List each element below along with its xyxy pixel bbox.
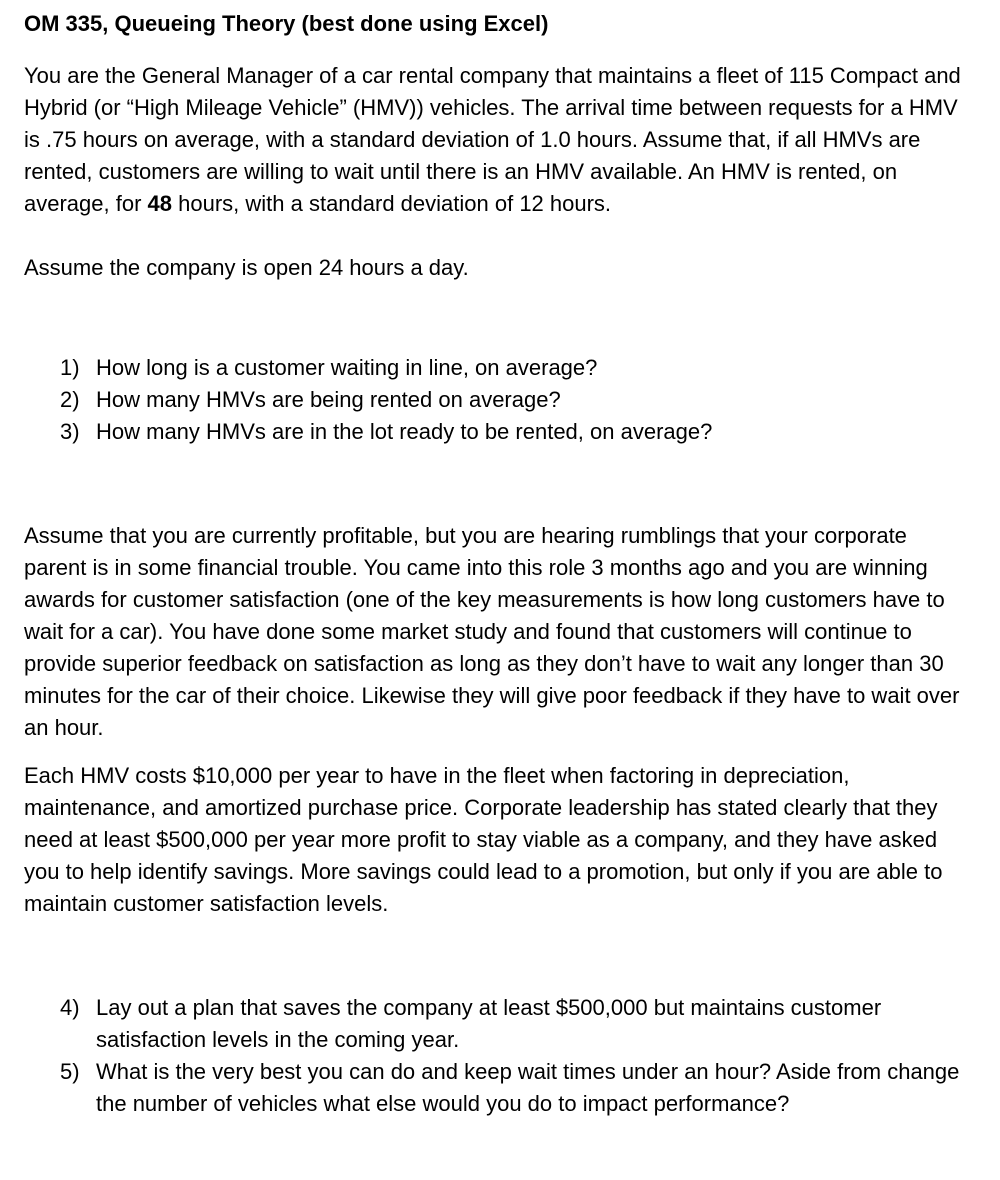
scenario-paragraph: Assume that you are currently profitable, but you are hearing rumblings that your corporate parent is in some financial trouble. You came into this role 3 months ago and you are winning awards for customer satisfaction (one of the key measurements is how long customers have to wait for a car). You have done some market study and found that customers will continue to provide superior feedback on satisfaction as long as they don’t have to wait any longer than 30 minutes for the car of their choice. Likewise they will give poor feedback if they have to wait over an hour. [24, 523, 960, 740]
question-number: 4) [60, 995, 80, 1020]
cost-paragraph: Each HMV costs $10,000 per year to have in the fleet when factoring in depreciation, maintenance, and amortized purchase price. Corporate leadership has stated clearly that they need at least $500,000 per year more profit to stay viable as a company, and they have asked you to help identify savings. More savings could lead to a promotion, but only if you are able to maintain customer satisfaction levels. [24, 763, 943, 916]
question-text: Lay out a plan that saves the company at least $500,000 but maintains customer satisfaction levels in the coming year. [96, 995, 882, 1052]
question-text: How many HMVs are being rented on average? [96, 387, 561, 412]
list-item [60, 1056, 980, 1120]
question-number: 3) [60, 419, 80, 444]
question-text: How long is a customer waiting in line, on average? [96, 355, 598, 380]
intro-hours-line: Assume the company is open 24 hours a day. [24, 255, 469, 280]
document-title: OM 335, Queueing Theory (best done using Excel) [24, 11, 549, 36]
list-item [60, 416, 980, 448]
intro-paragraph [24, 60, 974, 220]
list-item [60, 352, 980, 384]
question-list-1 [60, 352, 980, 448]
intro-bold-hours: 48 [147, 191, 172, 216]
intro-text-part2: hours, with a standard deviation of 12 hours. [172, 191, 612, 216]
question-text: What is the very best you can do and keep wait times under an hour? Aside from change the number of vehicles what else would you do to impact performance? [96, 1059, 960, 1116]
question-text: How many HMVs are in the lot ready to be rented, on average? [96, 419, 713, 444]
question-number: 5) [60, 1059, 80, 1084]
question-list-2 [60, 992, 980, 1120]
list-item [60, 992, 980, 1056]
question-number: 1) [60, 355, 80, 380]
list-item [60, 384, 980, 416]
question-number: 2) [60, 387, 80, 412]
intro-text-part1: You are the General Manager of a car rental company that maintains a fleet of 115 Compact and Hybrid (or “High Mileage Vehicle” (HMV)) vehicles. The arrival time between requests for a HMV is .75 hours on average, with a standard deviation of 1.0 hours. Assume that, if all HMVs are rented, customers are willing to wait until there is an HMV available. An HMV is rented, on average, for [24, 63, 961, 216]
